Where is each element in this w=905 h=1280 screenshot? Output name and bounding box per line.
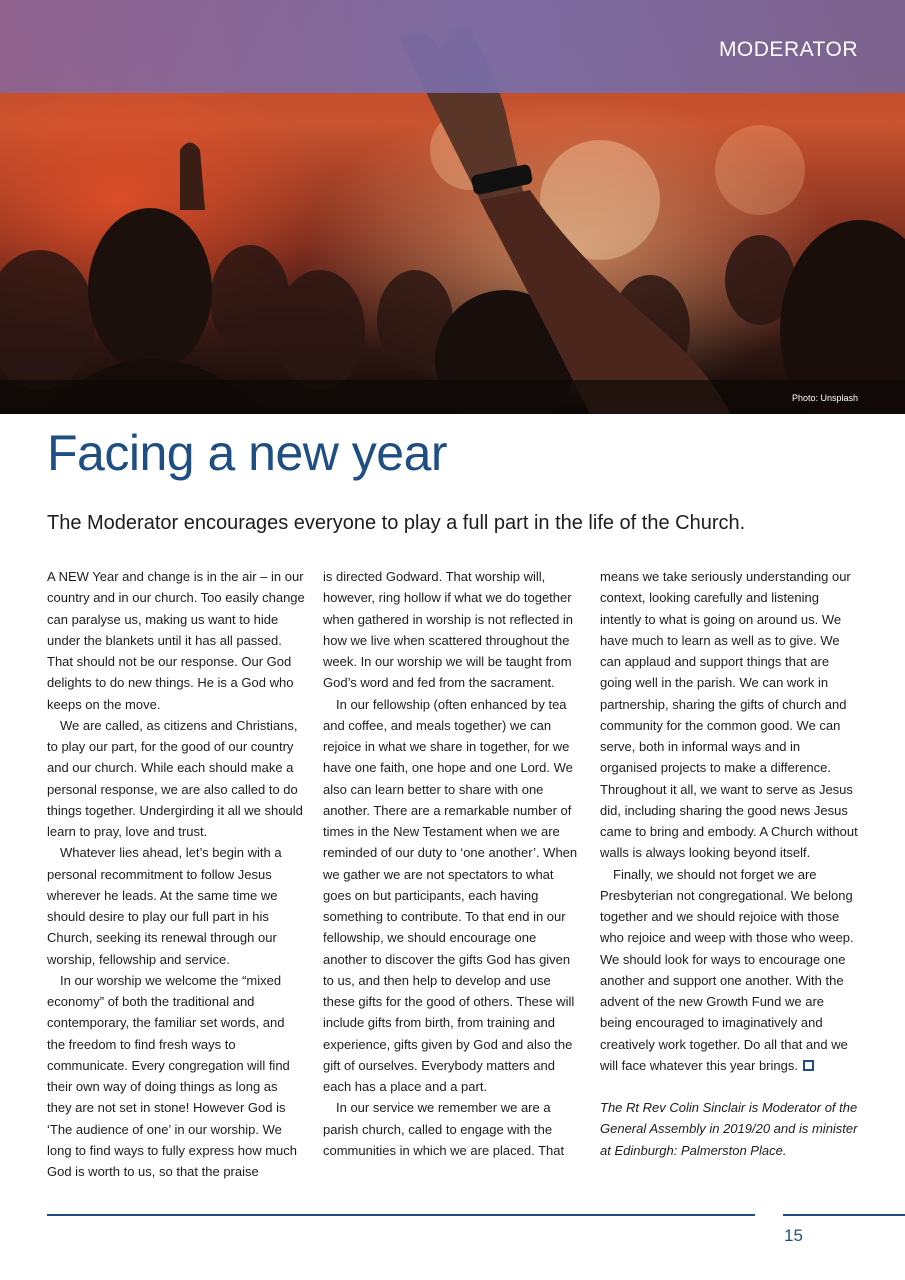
article-standfirst: The Moderator encourages everyone to play a full part in the life of the Church. <box>47 512 746 534</box>
paragraph: We are called, as citizens and Christians, to play our part, for the good of our country and our church. While each should make a personal response, we are also called to do things together. Undergirding it all we should learn to pray, love and trust. <box>47 717 303 839</box>
hero-photo <box>0 0 905 414</box>
section-label: MODERATOR <box>718 38 858 61</box>
paragraph: In our service we remember we are a parish church, called to engage with the communities in which we are placed. That <box>323 1100 565 1158</box>
paragraph: Whatever lies ahead, let’s begin with a personal recommitment to follow Jesus wherever he leads. At the same time we should desire to play our full part in his Church, seeking its renewal through our worship, fellowship and service. <box>47 845 282 967</box>
paragraph: In our fellowship (often enhanced by tea and coffee, and meals together) we can rejoice in what we share in together, for we have one faith, one hope and one Lord. We also can learn better to share with one another. There are a remarkable number of times in the New Testament when we are reminded of our duty to ‘one another’. When we gather we are not spectators to what goes on but participants, each having something to contribute. To that end in our fellowship, we should encourage one another to discover the gifts God has given to us, and then help to develop and use these gifts for the good of others. These will include gifts from birth, from training and experience, gifts given by God and also the gift of ourselves. Everybody matters and each has a place and a part. <box>323 696 578 1094</box>
footer-rule <box>47 1214 755 1216</box>
footer-rule-right <box>783 1214 905 1216</box>
photo-credit: Photo: Unsplash <box>791 393 858 403</box>
text-column-3 <box>600 566 858 1161</box>
end-mark-icon <box>803 1060 814 1071</box>
page-number: 15 <box>784 1226 803 1245</box>
paragraph-text: Finally, we should not forget we are Presbyterian not congregational. We belong together and we should rejoice with those who rejoice and weep with those who weep. We should look for ways to encourage one another and support one another. With the advent of the new Growth Fund we are being encouraged to imaginatively and creatively work together. Do all that and we will face whatever this year brings. <box>600 866 854 1073</box>
paragraph: is directed Godward. That worship will, however, ring hollow if what we do together when gathered in worship is not reflected in how we live when scattered throughout the week. In our worship we will be taught from God’s word and fed from the sacrament. <box>323 569 574 691</box>
text-column-1 <box>47 566 305 1182</box>
paragraph: In our worship we welcome the “mixed economy” of both the traditional and contemporary, the familiar set words, and the freedom to find fresh ways to communicate. Every congregation will find their own way of doing things as long as they are not set in stone! However God is ‘The audience of one’ in our worship. We long to find ways to fully express how much God is worth to us, so that the praise <box>47 972 298 1179</box>
text-column-2 <box>323 566 581 1161</box>
paragraph: A NEW Year and change is in the air – in our country and in our church. Too easily change can paralyse us, making us want to hide under the blankets until it has all passed. That should not be our response. Our God delights to do new things. He is a God who keeps on the move. <box>47 569 305 712</box>
article-title: Facing a new year <box>47 425 448 481</box>
author-bio: The Rt Rev Colin Sinclair is Moderator of the General Assembly in 2019/20 and is minister at Edinburgh: Palmerston Place. <box>600 1100 858 1158</box>
paragraph-final <box>600 864 858 1077</box>
paragraph: means we take seriously understanding our context, looking carefully and listening intently to what is going on around us. We have much to learn as well as to give. We can applaud and support things that are going well in the parish. We can work in partnership, sharing the gifts of church and community for the common good. We can serve, both in informal ways and in organised projects to make a difference. Throughout it all, we want to serve as Jesus did, including sharing the good news Jesus came to bring and embody. A Church without walls is always looking beyond itself. <box>600 569 858 861</box>
